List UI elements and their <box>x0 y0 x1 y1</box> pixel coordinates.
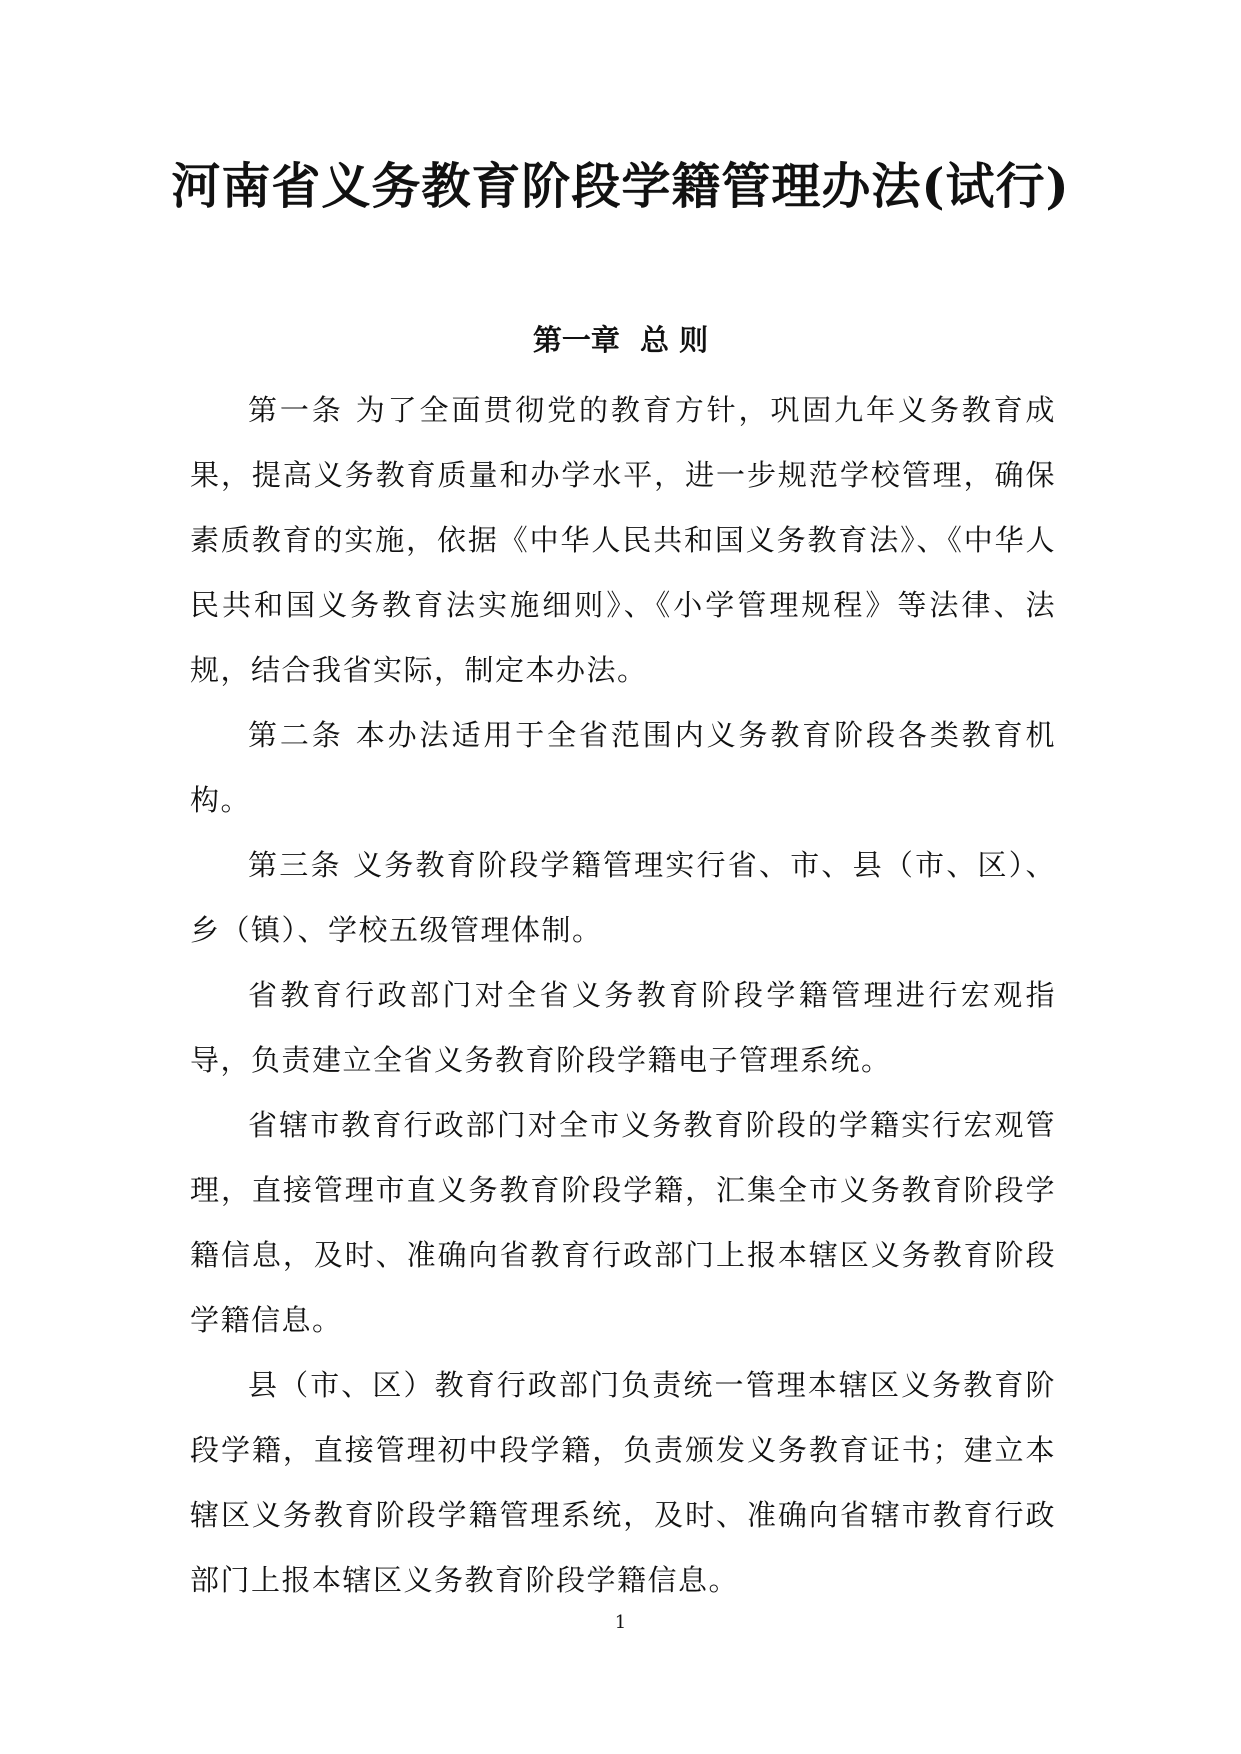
paragraph-city-duty: 省辖市教育行政部门对全市义务教育阶段的学籍实行宏观管理，直接管理市直义务教育阶段学籍，汇集全市义务教育阶段学籍信息，及时、准确向省教育行政部门上报本辖区义务教育阶段学籍信息。 <box>190 1108 1056 1337</box>
paragraph-article-1: 第一条 为了全面贯彻党的教育方针，巩固九年义务教育成果，提高义务教育质量和办学水平，进一步规范学校管理，确保素质教育的实施，依据《中华人民共和国义务教育法》、《中华人民共和国义务教育法实施细则》、《小学管理规程》等法律、法规，结合我省实际，制定本办法。 <box>190 393 1056 687</box>
paragraph-article-3: 第三条 义务教育阶段学籍管理实行省、市、县（市、区）、乡（镇）、学校五级管理体制。 <box>190 848 1056 947</box>
paragraph-county-duty: 县（市、区）教育行政部门负责统一管理本辖区义务教育阶段学籍，直接管理初中段学籍，负责颁发义务教育证书；建立本辖区义务教育阶段学籍管理系统，及时、准确向省辖市教育行政部门上报本辖区义务教育阶段学籍信息。 <box>190 1368 1056 1597</box>
page-number: 1 <box>614 1612 627 1633</box>
paragraph-province-duty: 省教育行政部门对全省义务教育阶段学籍管理进行宏观指导，负责建立全省义务教育阶段学籍电子管理系统。 <box>190 978 1056 1077</box>
paragraph-article-2: 第二条 本办法适用于全省范围内义务教育阶段各类教育机构。 <box>190 718 1056 817</box>
chapter-heading: 第一章 总 则 <box>532 323 709 357</box>
document-title: 河南省义务教育阶段学籍管理办法(试行) <box>171 157 1070 215</box>
document-body <box>190 378 1056 1613</box>
